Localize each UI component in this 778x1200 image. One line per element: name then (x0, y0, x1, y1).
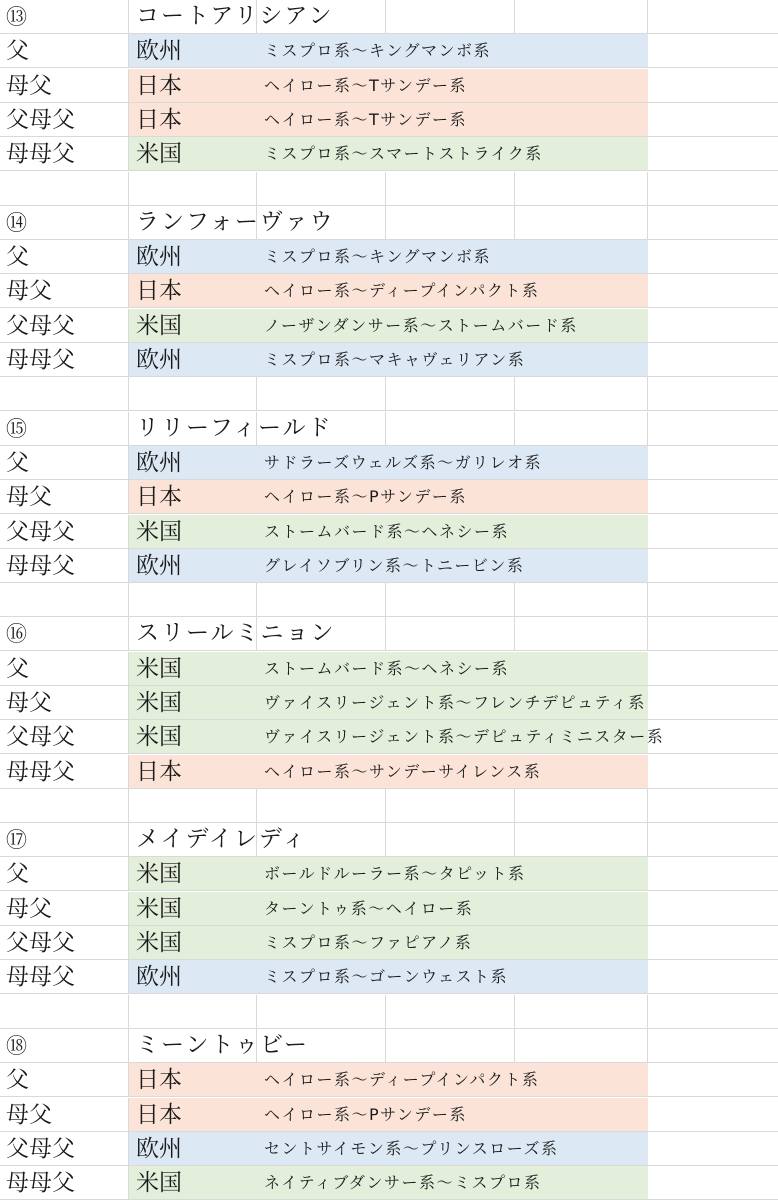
cell[interactable] (648, 686, 778, 720)
cell[interactable] (648, 1166, 778, 1200)
cell[interactable] (648, 720, 778, 754)
sire-line-label: ボールドルーラー系～タピット系 (264, 864, 526, 883)
horse-header-row (0, 206, 778, 240)
pedigree-row (0, 1098, 778, 1132)
sire-line-label: ヴァイスリージェント系～フレンチデピュティ系 (264, 693, 646, 712)
cell[interactable] (648, 549, 778, 583)
pedigree-row (0, 137, 778, 171)
horse-name: スリールミニョン (136, 620, 336, 646)
cell[interactable] (0, 995, 129, 1029)
region-label: 日本 (136, 1102, 182, 1128)
cell[interactable] (386, 172, 515, 206)
cell[interactable] (648, 103, 778, 137)
sire-line-label: ネイティブダンサー系～ミスプロ系 (264, 1173, 542, 1192)
region-label: 米国 (136, 724, 182, 750)
pedigree-row (0, 446, 778, 480)
cell[interactable] (648, 377, 778, 411)
cell[interactable] (0, 377, 129, 411)
relation-label: 父 (6, 244, 29, 270)
region-label: 日本 (136, 759, 182, 785)
cell[interactable] (648, 137, 778, 171)
cell[interactable] (648, 1029, 778, 1063)
region-label: 欧州 (136, 450, 182, 476)
sire-line-label: ヘイロー系～ディープインパクト系 (264, 281, 540, 300)
empty-row (0, 377, 778, 411)
region-label: 欧州 (136, 347, 182, 373)
relation-label: 母母父 (6, 347, 75, 373)
pedigree-row (0, 343, 778, 377)
relation-label: 父母父 (6, 724, 75, 750)
cell[interactable] (386, 0, 515, 34)
region-label: 日本 (136, 73, 182, 99)
cell[interactable] (648, 652, 778, 686)
horse-number: ⑯ (6, 622, 27, 646)
cell[interactable] (648, 240, 778, 274)
relation-label: 父 (6, 38, 29, 64)
pedigree-row (0, 515, 778, 549)
cell[interactable] (386, 377, 515, 411)
cell[interactable] (648, 480, 778, 514)
cell[interactable] (515, 172, 648, 206)
sire-line-label: ターントゥ系～ヘイロー系 (264, 899, 474, 918)
cell[interactable] (648, 343, 778, 377)
pedigree-row (0, 1063, 778, 1097)
pedigree-row (0, 240, 778, 274)
sire-line-label: ミスプロ系～マキャヴェリアン系 (264, 350, 526, 369)
relation-label: 母母父 (6, 1170, 75, 1196)
relation-label: 父母父 (6, 107, 75, 133)
sire-line-label: グレイソブリン系～トニービン系 (264, 556, 525, 575)
sire-line-label: ミスプロ系～ゴーンウェスト系 (264, 967, 509, 986)
relation-label: 父母父 (6, 930, 75, 956)
cell[interactable] (648, 789, 778, 823)
pedigree-row (0, 926, 778, 960)
region-label: 米国 (136, 313, 182, 339)
region-label: 欧州 (136, 38, 182, 64)
relation-label: 父 (6, 861, 29, 887)
cell[interactable] (257, 995, 386, 1029)
region-label: 米国 (136, 141, 182, 167)
cell[interactable] (648, 515, 778, 549)
cell[interactable] (515, 789, 648, 823)
relation-label: 父 (6, 656, 29, 682)
empty-row (0, 995, 778, 1029)
cell[interactable] (515, 0, 648, 34)
cell[interactable] (648, 309, 778, 343)
cell[interactable] (129, 377, 257, 411)
pedigree-row (0, 1132, 778, 1166)
region-label: 米国 (136, 930, 182, 956)
relation-label: 母父 (6, 896, 52, 922)
cell[interactable] (386, 995, 515, 1029)
region-label: 日本 (136, 484, 182, 510)
relation-label: 父母父 (6, 313, 75, 339)
relation-label: 父 (6, 450, 29, 476)
relation-label: 母父 (6, 73, 52, 99)
horse-name: メイデイレディ (136, 826, 308, 852)
sire-line-label: セントサイモン系～プリンスローズ系 (264, 1139, 559, 1158)
cell[interactable] (648, 172, 778, 206)
cell[interactable] (515, 412, 648, 446)
sire-line-label: ノーザンダンサー系～ストームバード系 (264, 316, 578, 335)
horse-header-row (0, 412, 778, 446)
relation-label: 母母父 (6, 759, 75, 785)
horse-name: コートアリシアン (136, 3, 334, 29)
region-label: 欧州 (136, 553, 182, 579)
cell[interactable] (386, 823, 515, 857)
cell[interactable] (515, 823, 648, 857)
pedigree-row (0, 274, 778, 308)
cell[interactable] (257, 789, 386, 823)
sire-line-label: ミスプロ系～スマートストライク系 (264, 144, 543, 163)
cell[interactable] (129, 172, 257, 206)
cell[interactable] (648, 446, 778, 480)
sire-line-label: サドラーズウェルズ系～ガリレオ系 (264, 453, 543, 472)
cell[interactable] (515, 206, 648, 240)
pedigree-row (0, 103, 778, 137)
sire-line-label: ヘイロー系～Pサンデー系 (264, 1105, 467, 1124)
horse-number: ⑬ (6, 5, 27, 29)
sire-line-label: ヘイロー系～Tサンデー系 (264, 110, 467, 129)
relation-label: 父母父 (6, 1136, 75, 1162)
cell[interactable] (129, 995, 257, 1029)
cell[interactable] (386, 789, 515, 823)
horse-number: ⑱ (6, 1034, 27, 1058)
horse-name: リリーフィールド (136, 415, 333, 441)
horse-header-row (0, 0, 778, 34)
region-label: 欧州 (136, 1136, 182, 1162)
region-label: 米国 (136, 861, 182, 887)
cell[interactable] (257, 377, 386, 411)
pedigree-row (0, 686, 778, 720)
cell[interactable] (648, 69, 778, 103)
cell[interactable] (648, 995, 778, 1029)
cell[interactable] (386, 617, 515, 651)
pedigree-row (0, 960, 778, 994)
sire-line-label: ヘイロー系～Tサンデー系 (264, 76, 467, 95)
region-label: 日本 (136, 1067, 182, 1093)
cell[interactable] (648, 0, 778, 34)
relation-label: 父母父 (6, 519, 75, 545)
region-label: 欧州 (136, 964, 182, 990)
pedigree-row (0, 720, 778, 754)
pedigree-row (0, 480, 778, 514)
region-label: 米国 (136, 1170, 182, 1196)
sire-line-label: ミスプロ系～キングマンボ系 (264, 247, 492, 266)
cell[interactable] (648, 1063, 778, 1097)
region-label: 米国 (136, 896, 182, 922)
cell[interactable] (0, 583, 129, 617)
sire-line-label: ヘイロー系～Pサンデー系 (264, 487, 467, 506)
horse-name: ミーントゥビー (136, 1032, 310, 1058)
cell[interactable] (648, 34, 778, 68)
region-label: 米国 (136, 656, 182, 682)
pedigree-row (0, 1166, 778, 1200)
cell[interactable] (648, 926, 778, 960)
sire-line-label: ミスプロ系～キングマンボ系 (264, 41, 492, 60)
cell[interactable] (386, 412, 515, 446)
empty-row (0, 172, 778, 206)
cell[interactable] (386, 583, 515, 617)
pedigree-row (0, 652, 778, 686)
cell[interactable] (129, 789, 257, 823)
horse-name: ランフォーヴァウ (136, 209, 335, 235)
empty-row (0, 583, 778, 617)
sire-line-label: ミスプロ系～ファピアノ系 (264, 933, 473, 952)
cell[interactable] (515, 995, 648, 1029)
relation-label: 母父 (6, 1102, 52, 1128)
cell[interactable] (648, 1098, 778, 1132)
pedigree-row (0, 857, 778, 891)
horse-header-row (0, 823, 778, 857)
pedigree-row (0, 69, 778, 103)
cell[interactable] (515, 617, 648, 651)
horse-number: ⑭ (6, 211, 27, 235)
pedigree-row (0, 892, 778, 926)
cell[interactable] (257, 583, 386, 617)
sire-line-label: ヴァイスリージェント系～デピュティミニスター系 (264, 727, 665, 746)
cell[interactable] (648, 412, 778, 446)
cell[interactable] (648, 617, 778, 651)
pedigree-row (0, 34, 778, 68)
cell[interactable] (386, 206, 515, 240)
cell[interactable] (648, 755, 778, 789)
relation-label: 母母父 (6, 553, 75, 579)
relation-label: 母父 (6, 278, 52, 304)
sire-line-label: ヘイロー系～サンデーサイレンス系 (264, 762, 542, 781)
cell[interactable] (648, 583, 778, 617)
region-label: 日本 (136, 107, 182, 133)
horse-number: ⑰ (6, 828, 27, 852)
sire-line-label: ヘイロー系～ディープインパクト系 (264, 1070, 540, 1089)
pedigree-row (0, 309, 778, 343)
cell[interactable] (648, 960, 778, 994)
cell[interactable] (386, 1029, 515, 1063)
cell[interactable] (648, 274, 778, 308)
horse-number: ⑮ (6, 417, 27, 441)
cell[interactable] (515, 583, 648, 617)
cell[interactable] (257, 172, 386, 206)
relation-label: 母父 (6, 690, 52, 716)
cell[interactable] (648, 1132, 778, 1166)
cell[interactable] (648, 823, 778, 857)
cell[interactable] (648, 892, 778, 926)
cell[interactable] (0, 789, 129, 823)
region-label: 米国 (136, 690, 182, 716)
region-label: 日本 (136, 278, 182, 304)
relation-label: 母母父 (6, 141, 75, 167)
relation-label: 父 (6, 1067, 29, 1093)
empty-row (0, 789, 778, 823)
cell[interactable] (515, 377, 648, 411)
cell[interactable] (515, 1029, 648, 1063)
horse-header-row (0, 1029, 778, 1063)
cell[interactable] (129, 583, 257, 617)
region-label: 米国 (136, 519, 182, 545)
pedigree-row (0, 755, 778, 789)
horse-header-row (0, 617, 778, 651)
pedigree-row (0, 549, 778, 583)
cell[interactable] (648, 206, 778, 240)
sire-line-label: ストームバード系～ヘネシー系 (264, 522, 510, 541)
cell[interactable] (0, 172, 129, 206)
region-label: 欧州 (136, 244, 182, 270)
cell[interactable] (648, 857, 778, 891)
relation-label: 母母父 (6, 964, 75, 990)
relation-label: 母父 (6, 484, 52, 510)
sire-line-label: ストームバード系～ヘネシー系 (264, 659, 510, 678)
